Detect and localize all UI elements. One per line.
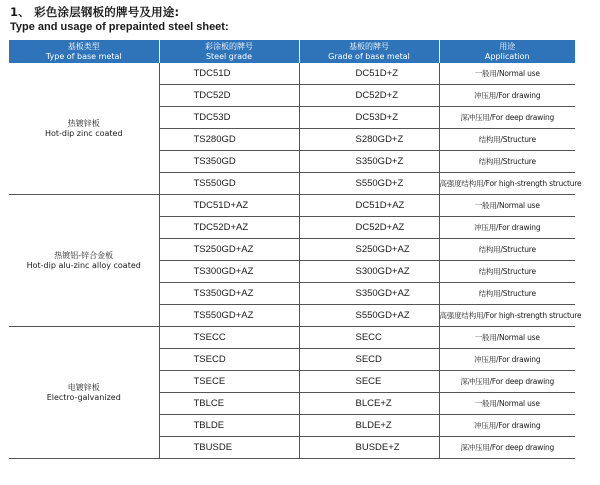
application-cell: 一般用/Normal use xyxy=(439,63,575,85)
header-base-type-en: Type of base metal xyxy=(45,51,122,61)
base-grade-cell: S250GD+AZ xyxy=(299,239,439,261)
application-cell: 一般用/Normal use xyxy=(439,327,575,349)
steel-grade-cell: TS550GD+AZ xyxy=(159,305,299,327)
base-grade-cell: S550GD+AZ xyxy=(299,305,439,327)
application-cell: 高强度结构用/For high-strength structure xyxy=(439,173,575,195)
section-subtitle: Type and usage of prepainted steel sheet: xyxy=(10,21,229,33)
application-cell: 冲压用/For drawing xyxy=(439,217,575,239)
base-grade-cell: DC51D+AZ xyxy=(299,195,439,217)
steel-grade-cell: TSECE xyxy=(159,371,299,393)
section-title: 1、 彩色涂层钢板的牌号及用途: xyxy=(10,5,180,19)
application-cell: 冲压用/For drawing xyxy=(439,415,575,437)
table-row xyxy=(9,195,575,217)
application-cell: 结构用/Structure xyxy=(439,261,575,283)
steel-grade-cell: TDC51D+AZ xyxy=(159,195,299,217)
header-base-grade xyxy=(299,40,439,63)
header-application-cn: 用途 xyxy=(499,41,516,51)
steel-grade-cell: TSECC xyxy=(159,327,299,349)
steel-grade-cell: TSECD xyxy=(159,349,299,371)
header-row xyxy=(9,40,575,63)
base-metal-en: Hot-dip zinc coated xyxy=(44,128,123,138)
application-cell: 高强度结构用/For high-strength structure xyxy=(439,305,575,327)
table-body xyxy=(9,63,582,459)
steel-grade-cell: TDC52D+AZ xyxy=(159,217,299,239)
application-cell: 结构用/Structure xyxy=(439,283,575,305)
table-row xyxy=(9,327,575,349)
base-grade-cell: BLCE+Z xyxy=(299,393,439,415)
application-cell: 一般用/Normal use xyxy=(439,393,575,415)
base-metal-cn: 热镀锌板 xyxy=(67,118,100,128)
base-metal-cell xyxy=(9,195,159,327)
application-cell: 一般用/Normal use xyxy=(439,195,575,217)
header-steel-grade-en: Steel grade xyxy=(205,51,253,61)
application-cell: 深冲压用/For deep drawing xyxy=(439,371,575,393)
application-cell: 冲压用/For drawing xyxy=(439,85,575,107)
table-row xyxy=(9,63,575,85)
base-metal-cn: 热镀铝-锌合金板 xyxy=(54,250,114,260)
base-grade-cell: BLDE+Z xyxy=(299,415,439,437)
base-grade-cell: DC52D+Z xyxy=(299,85,439,107)
steel-grade-cell: TDC52D xyxy=(159,85,299,107)
base-grade-cell: DC53D+Z xyxy=(299,107,439,129)
table-header xyxy=(9,40,575,63)
header-base-grade-cn: 基板的牌号 xyxy=(349,41,389,51)
base-grade-cell: S280GD+Z xyxy=(299,129,439,151)
application-cell: 冲压用/For drawing xyxy=(439,349,575,371)
steel-grade-cell: TS350GD xyxy=(159,151,299,173)
application-cell: 结构用/Structure xyxy=(439,151,575,173)
header-base-grade-en: Grade of base metal xyxy=(328,51,410,61)
base-grade-cell: S350GD+Z xyxy=(299,151,439,173)
base-metal-cell xyxy=(9,63,159,195)
header-steel-grade xyxy=(159,40,299,63)
header-application-en: Application xyxy=(484,51,530,61)
steel-grade-cell: TS550GD xyxy=(159,173,299,195)
base-metal-en: Electro-galvanized xyxy=(46,392,121,402)
steel-grade-cell: TS300GD+AZ xyxy=(159,261,299,283)
steel-grade-cell: TBLDE xyxy=(159,415,299,437)
steel-grade-cell: TBUSDE xyxy=(159,437,299,459)
steel-grade-cell: TDC51D xyxy=(159,63,299,85)
application-cell: 结构用/Structure xyxy=(439,129,575,151)
base-metal-cell xyxy=(9,327,159,459)
header-application xyxy=(439,40,575,63)
base-grade-cell: S300GD+AZ xyxy=(299,261,439,283)
steel-grade-cell: TS350GD+AZ xyxy=(159,283,299,305)
steel-grade-cell: TBLCE xyxy=(159,393,299,415)
steel-grade-table xyxy=(9,40,582,459)
base-metal-en: Hot-dip alu-zinc alloy coated xyxy=(26,260,141,270)
base-grade-cell: SECE xyxy=(299,371,439,393)
steel-grade-cell: TDC53D xyxy=(159,107,299,129)
application-cell: 深冲压用/For deep drawing xyxy=(439,107,575,129)
base-grade-cell: BUSDE+Z xyxy=(299,437,439,459)
steel-grade-cell: TS250GD+AZ xyxy=(159,239,299,261)
base-grade-cell: DC51D+Z xyxy=(299,63,439,85)
base-grade-cell: SECC xyxy=(299,327,439,349)
base-grade-cell: S350GD+AZ xyxy=(299,283,439,305)
application-cell: 结构用/Structure xyxy=(439,239,575,261)
header-base-type-cn: 基板类型 xyxy=(67,41,100,51)
steel-grade-cell: TS280GD xyxy=(159,129,299,151)
base-grade-cell: DC52D+AZ xyxy=(299,217,439,239)
base-grade-cell: SECD xyxy=(299,349,439,371)
header-base-type xyxy=(9,40,159,63)
base-grade-cell: S550GD+Z xyxy=(299,173,439,195)
application-cell: 深冲压用/For deep drawing xyxy=(439,437,575,459)
header-steel-grade-cn: 彩涂板的牌号 xyxy=(205,41,253,51)
base-metal-cn: 电镀锌板 xyxy=(67,382,100,392)
